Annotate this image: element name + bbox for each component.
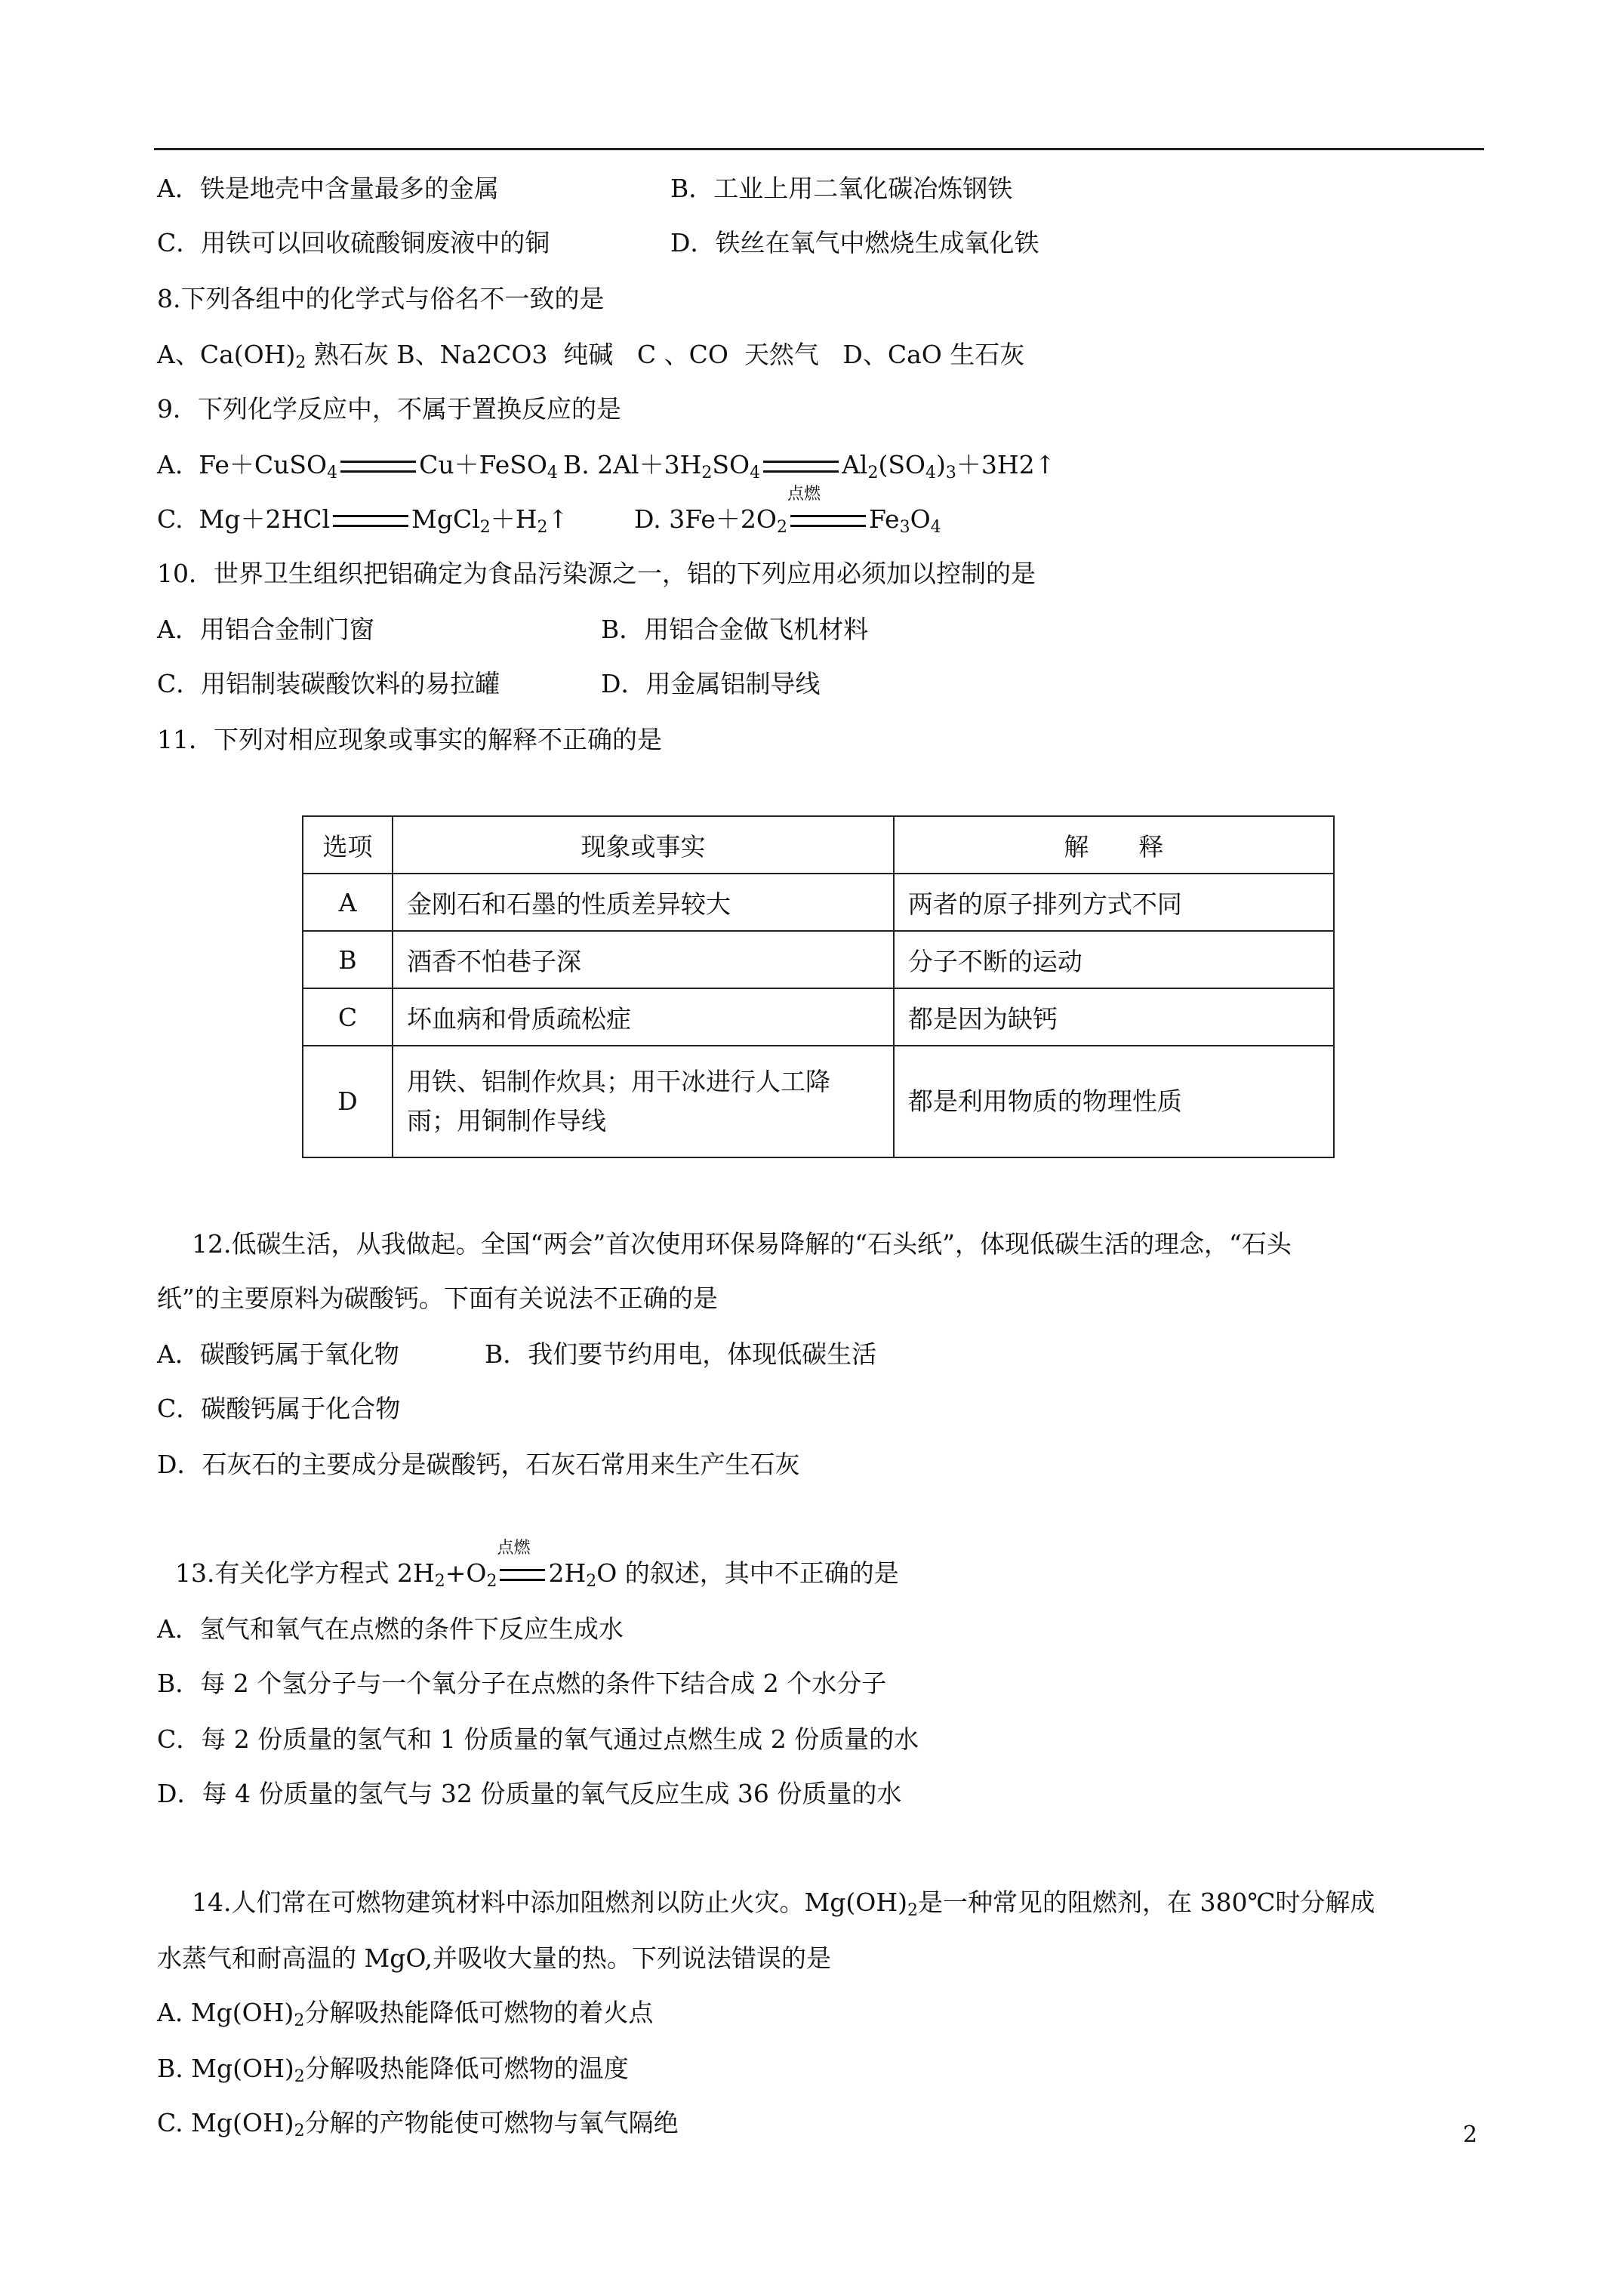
q10-option-d: D．用金属铝制导线 — [601, 669, 821, 698]
q8-options: A、$Ca(OH)_2$ 熟石灰 B、Na2CO3 纯碱 C 、CO 天然气 D、CaO 生石灰 — [157, 340, 1025, 372]
q12-option-d: D．石灰石的主要成分是碳酸钙，石灰石常用来生产生石灰 — [157, 1450, 800, 1479]
reaction-condition: 点燃 — [497, 1557, 548, 1590]
q14-option-c: C. $Mg(OH)_2$分解的产物能使可燃物与氧气隔绝 — [157, 2108, 679, 2140]
q10-stem: 10．世界卫生组织把铝确定为食品污染源之一，铝的下列应用必须加以控制的是 — [157, 559, 1036, 588]
q12-option-b: B．我们要节约用电，体现低碳生活 — [485, 1339, 877, 1369]
table-header-cell: 选项 — [303, 816, 393, 874]
q9-option-c: C. Mg＋2HCl $MgCl_2+H_2↑$ — [157, 504, 569, 537]
q11-table — [302, 815, 1335, 1158]
q11-stem: 11．下列对相应现象或事实的解释不正确的是 — [157, 725, 662, 754]
q13-option-c: C．每 2 份质量的氢气和 1 份质量的氧气通过点燃生成 2 份质量的水 — [157, 1724, 919, 1754]
header-rule — [154, 148, 1484, 150]
table-cell: 两者的原子排列方式不同 — [894, 874, 1334, 931]
q8-stem: 8.下列各组中的化学式与俗名不一致的是 — [157, 284, 605, 313]
table-cell: 坏血病和骨质疏松症 — [393, 988, 894, 1046]
q12-option-a: A．碳酸钙属于氧化物 — [157, 1339, 399, 1369]
table-cell: 都是因为缺钙 — [894, 988, 1334, 1046]
equals-bar — [340, 461, 416, 473]
q12-stem-line1: 12.低碳生活，从我做起。全国“两会”首次使用环保易降解的“石头纸”，体现低碳生活的理念，“石头 — [192, 1229, 1292, 1259]
table-cell: A — [303, 874, 393, 931]
q10-option-c: C．用铝制装碳酸饮料的易拉罐 — [157, 669, 500, 698]
q7-option-b: B．工业上用二氧化碳冶炼钢铁 — [670, 174, 1013, 203]
reaction-condition: 点燃 — [787, 503, 869, 536]
q7-option-a: A．铁是地壳中含量最多的金属 — [157, 174, 499, 203]
table-cell: 分子不断的运动 — [894, 931, 1334, 988]
q9-option-b: B. $2Al+3H_2SO_4$ $Al_2(SO_4)_3+3H2↑$ — [563, 450, 1056, 482]
q7-option-d: D．铁丝在氧气中燃烧生成氧化铁 — [670, 228, 1039, 257]
table-cell: 都是利用物质的物理性质 — [894, 1046, 1334, 1157]
q13-option-a: A．氢气和氧气在点燃的条件下反应生成水 — [157, 1614, 624, 1644]
q10-option-a: A．用铝合金制门窗 — [157, 615, 374, 644]
q14-stem-line1: 14.人们常在可燃物建筑材料中添加阻燃剂以防止火灾。$Mg(OH)_2$是一种常见的阻燃剂，在 380℃时分解成 — [192, 1888, 1375, 1920]
q14-option-a: A. $Mg(OH)_2$分解吸热能降低可燃物的着火点 — [157, 1998, 654, 2030]
table-row — [303, 931, 1334, 988]
q13-option-b: B．每 2 个氢分子与一个氧分子在点燃的条件下结合成 2 个水分子 — [157, 1669, 887, 1698]
table-cell: C — [303, 988, 393, 1046]
table-header-cell: 解 释 — [894, 816, 1334, 874]
q9-option-d: D. $3Fe+2O_2$ 点燃 $Fe_3O_4$ — [634, 485, 941, 537]
table-cell: 用铁、铝制作炊具；用干冰进行人工降雨；用铜制作导线 — [393, 1046, 894, 1157]
q14-option-b: B. $Mg(OH)_2$分解吸热能降低可燃物的温度 — [157, 2054, 629, 2086]
q9-stem: 9．下列化学反应中，不属于置换反应的是 — [157, 394, 621, 424]
equals-bar — [763, 461, 839, 473]
table-row — [303, 1046, 1334, 1157]
table-row — [303, 874, 1334, 931]
page-number: 2 — [1463, 2122, 1478, 2148]
q12-stem-line2: 纸”的主要原料为碳酸钙。下面有关说法不正确的是 — [157, 1284, 718, 1313]
table-cell: 酒香不怕巷子深 — [393, 931, 894, 988]
q14-stem-line2: 水蒸气和耐高温的 MgO,并吸收大量的热。下列说法错误的是 — [157, 1943, 832, 1973]
equals-bar — [333, 515, 408, 527]
table-cell: 金刚石和石墨的性质差异较大 — [393, 874, 894, 931]
q12-option-c: C．碳酸钙属于化合物 — [157, 1394, 401, 1423]
table-header-cell: 现象或事实 — [393, 816, 894, 874]
q7-option-c: C．用铁可以回收硫酸铜废液中的铜 — [157, 228, 550, 257]
table-header-row — [303, 816, 1334, 874]
q9-option-a: A. Fe＋CuSO$_4$ Cu＋FeSO$_4$ — [157, 450, 558, 482]
table-row — [303, 988, 1334, 1046]
q13-stem: 13.有关化学方程式 $2H_2+O_2$ 点燃 $2H_2O$ 的叙述，其中不正确的是 — [175, 1539, 899, 1591]
table-cell: D — [303, 1046, 393, 1157]
q13-option-d: D．每 4 份质量的氢气与 32 份质量的氧气反应生成 36 份质量的水 — [157, 1779, 902, 1808]
q10-option-b: B．用铝合金做飞机材料 — [601, 615, 869, 644]
table-cell: B — [303, 931, 393, 988]
